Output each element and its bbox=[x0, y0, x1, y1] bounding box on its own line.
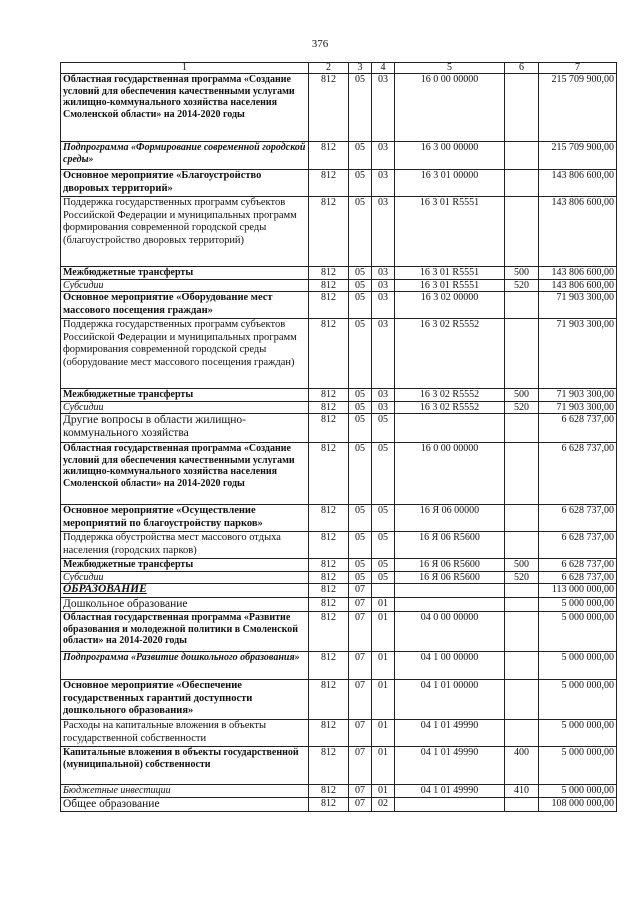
row-target-article: 16 3 01 00000 bbox=[395, 170, 505, 197]
row-subsection: 03 bbox=[372, 319, 395, 389]
row-target-article: 16 Я 06 00000 bbox=[395, 505, 505, 532]
row-subsection: 01 bbox=[372, 785, 395, 798]
row-section: 07 bbox=[349, 652, 372, 680]
row-target-article: 16 3 01 R5551 bbox=[395, 267, 505, 280]
row-name: Субсидии bbox=[61, 401, 309, 414]
col-header-4: 4 bbox=[372, 63, 395, 74]
table-row bbox=[61, 414, 617, 443]
row-expense-type bbox=[505, 720, 539, 747]
col-header-7: 7 bbox=[539, 63, 617, 74]
table-row bbox=[61, 571, 617, 584]
row-target-article: 16 Я 06 R5600 bbox=[395, 571, 505, 584]
row-admin-code: 812 bbox=[309, 652, 349, 680]
row-section: 05 bbox=[349, 142, 372, 170]
row-admin-code: 812 bbox=[309, 170, 349, 197]
row-target-article: 16 3 02 R5552 bbox=[395, 319, 505, 389]
row-expense-type: 500 bbox=[505, 389, 539, 402]
row-subsection: 05 bbox=[372, 443, 395, 505]
table-row bbox=[61, 720, 617, 747]
row-name: Областная государственная программа «Создание условий для обеспечения качественными услугами жилищно-коммунального хозяйства населения Смоленской области» на 2014-2020 годы bbox=[61, 74, 309, 142]
row-admin-code: 812 bbox=[309, 142, 349, 170]
row-amount: 71 903 300,00 bbox=[539, 292, 617, 319]
row-target-article: 16 0 00 00000 bbox=[395, 443, 505, 505]
row-admin-code: 812 bbox=[309, 680, 349, 720]
row-amount: 6 628 737,00 bbox=[539, 443, 617, 505]
table-row bbox=[61, 443, 617, 505]
row-expense-type: 520 bbox=[505, 279, 539, 292]
row-name: Подпрограмма «Развитие дошкольного образования» bbox=[61, 652, 309, 680]
row-expense-type bbox=[505, 797, 539, 811]
row-expense-type: 400 bbox=[505, 747, 539, 785]
table-row bbox=[61, 598, 617, 612]
col-header-3: 3 bbox=[349, 63, 372, 74]
row-subsection: 01 bbox=[372, 747, 395, 785]
row-subsection: 01 bbox=[372, 598, 395, 612]
row-subsection: 05 bbox=[372, 505, 395, 532]
row-name: Областная государственная программа «Создание условий для обеспечения качественными услугами жилищно-коммунального хозяйства населения Смоленской области» на 2014-2020 годы bbox=[61, 443, 309, 505]
row-subsection: 03 bbox=[372, 389, 395, 402]
row-amount: 6 628 737,00 bbox=[539, 414, 617, 443]
table-row bbox=[61, 279, 617, 292]
row-section: 05 bbox=[349, 559, 372, 572]
row-section: 05 bbox=[349, 292, 372, 319]
row-admin-code: 812 bbox=[309, 720, 349, 747]
row-amount: 5 000 000,00 bbox=[539, 747, 617, 785]
row-amount: 6 628 737,00 bbox=[539, 532, 617, 559]
row-admin-code: 812 bbox=[309, 74, 349, 142]
row-section: 05 bbox=[349, 267, 372, 280]
row-subsection: 05 bbox=[372, 414, 395, 443]
row-section: 05 bbox=[349, 532, 372, 559]
row-admin-code: 812 bbox=[309, 559, 349, 572]
row-section: 07 bbox=[349, 797, 372, 811]
row-admin-code: 812 bbox=[309, 584, 349, 598]
row-name: Поддержка государственных программ субъектов Российской Федерации и муниципальных программ формирования современной городской среды (благоустройство дворовых территорий) bbox=[61, 197, 309, 267]
row-expense-type: 520 bbox=[505, 571, 539, 584]
row-expense-type bbox=[505, 319, 539, 389]
row-admin-code: 812 bbox=[309, 797, 349, 811]
row-amount: 108 000 000,00 bbox=[539, 797, 617, 811]
row-target-article: 04 1 01 49990 bbox=[395, 720, 505, 747]
row-name: Общее образование bbox=[61, 797, 309, 811]
row-section: 05 bbox=[349, 401, 372, 414]
row-name: Субсидии bbox=[61, 571, 309, 584]
row-subsection: 03 bbox=[372, 292, 395, 319]
row-section: 07 bbox=[349, 785, 372, 798]
row-section: 05 bbox=[349, 74, 372, 142]
row-name: Другие вопросы в области жилищно-коммунального хозяйства bbox=[61, 414, 309, 443]
row-admin-code: 812 bbox=[309, 197, 349, 267]
row-amount: 6 628 737,00 bbox=[539, 571, 617, 584]
row-target-article: 16 Я 06 R5600 bbox=[395, 532, 505, 559]
table-row bbox=[61, 170, 617, 197]
row-name: Бюджетные инвестиции bbox=[61, 785, 309, 798]
row-name: Поддержка государственных программ субъектов Российской Федерации и муниципальных программ формирования современной городской среды (оборудование мест массового посещения граждан) bbox=[61, 319, 309, 389]
row-admin-code: 812 bbox=[309, 292, 349, 319]
row-admin-code: 812 bbox=[309, 401, 349, 414]
row-expense-type bbox=[505, 680, 539, 720]
table-body bbox=[61, 74, 617, 812]
row-name: Субсидии bbox=[61, 279, 309, 292]
row-subsection: 03 bbox=[372, 401, 395, 414]
budget-table bbox=[60, 62, 617, 812]
row-subsection: 03 bbox=[372, 142, 395, 170]
table-row bbox=[61, 532, 617, 559]
row-subsection: 03 bbox=[372, 279, 395, 292]
row-section: 07 bbox=[349, 747, 372, 785]
table-row bbox=[61, 505, 617, 532]
row-expense-type: 520 bbox=[505, 401, 539, 414]
row-expense-type bbox=[505, 584, 539, 598]
col-header-6: 6 bbox=[505, 63, 539, 74]
row-amount: 5 000 000,00 bbox=[539, 785, 617, 798]
row-name: Областная государственная программа «Развитие образования и молодежной политики в Смоленской области» на 2014-2020 годы bbox=[61, 612, 309, 652]
row-target-article: 04 0 00 00000 bbox=[395, 612, 505, 652]
row-amount: 5 000 000,00 bbox=[539, 598, 617, 612]
row-target-article: 04 1 01 00000 bbox=[395, 680, 505, 720]
row-admin-code: 812 bbox=[309, 279, 349, 292]
row-name: Поддержка обустройства мест массового отдыха населения (городских парков) bbox=[61, 532, 309, 559]
row-amount: 143 806 600,00 bbox=[539, 170, 617, 197]
row-section: 05 bbox=[349, 505, 372, 532]
row-name: Основное мероприятие «Обеспечение государственных гарантий доступности дошкольного образования» bbox=[61, 680, 309, 720]
row-section: 07 bbox=[349, 720, 372, 747]
row-target-article: 16 3 00 00000 bbox=[395, 142, 505, 170]
row-expense-type bbox=[505, 142, 539, 170]
row-amount: 113 000 000,00 bbox=[539, 584, 617, 598]
row-admin-code: 812 bbox=[309, 571, 349, 584]
row-expense-type bbox=[505, 505, 539, 532]
row-subsection: 05 bbox=[372, 559, 395, 572]
row-target-article bbox=[395, 584, 505, 598]
row-subsection: 03 bbox=[372, 267, 395, 280]
row-expense-type: 500 bbox=[505, 559, 539, 572]
row-target-article bbox=[395, 414, 505, 443]
row-amount: 5 000 000,00 bbox=[539, 680, 617, 720]
row-section: 05 bbox=[349, 443, 372, 505]
row-target-article bbox=[395, 797, 505, 811]
row-subsection: 03 bbox=[372, 74, 395, 142]
row-admin-code: 812 bbox=[309, 389, 349, 402]
row-section: 07 bbox=[349, 598, 372, 612]
row-target-article: 16 Я 06 R5600 bbox=[395, 559, 505, 572]
row-name: Подпрограмма «Формирование современной городской среды» bbox=[61, 142, 309, 170]
row-subsection: 01 bbox=[372, 680, 395, 720]
row-target-article bbox=[395, 598, 505, 612]
row-section: 05 bbox=[349, 571, 372, 584]
row-name: Расходы на капитальные вложения в объекты государственной собственности bbox=[61, 720, 309, 747]
row-amount: 71 903 300,00 bbox=[539, 319, 617, 389]
table-row bbox=[61, 142, 617, 170]
row-admin-code: 812 bbox=[309, 612, 349, 652]
row-section: 07 bbox=[349, 680, 372, 720]
row-target-article: 16 0 00 00000 bbox=[395, 74, 505, 142]
row-target-article: 16 3 02 R5552 bbox=[395, 401, 505, 414]
col-header-1: 1 bbox=[61, 63, 309, 74]
row-subsection: 01 bbox=[372, 720, 395, 747]
table-row bbox=[61, 267, 617, 280]
row-expense-type bbox=[505, 292, 539, 319]
row-expense-type bbox=[505, 197, 539, 267]
row-amount: 143 806 600,00 bbox=[539, 197, 617, 267]
row-admin-code: 812 bbox=[309, 785, 349, 798]
row-target-article: 16 3 02 00000 bbox=[395, 292, 505, 319]
row-expense-type bbox=[505, 170, 539, 197]
row-expense-type bbox=[505, 652, 539, 680]
table-row bbox=[61, 401, 617, 414]
row-expense-type bbox=[505, 598, 539, 612]
row-target-article: 16 3 02 R5552 bbox=[395, 389, 505, 402]
row-expense-type bbox=[505, 414, 539, 443]
table-row bbox=[61, 680, 617, 720]
row-section: 07 bbox=[349, 612, 372, 652]
row-amount: 5 000 000,00 bbox=[539, 720, 617, 747]
row-admin-code: 812 bbox=[309, 532, 349, 559]
row-amount: 215 709 900,00 bbox=[539, 74, 617, 142]
row-name: Капитальные вложения в объекты государственной (муниципальной) собственности bbox=[61, 747, 309, 785]
row-subsection: 03 bbox=[372, 170, 395, 197]
row-admin-code: 812 bbox=[309, 598, 349, 612]
row-admin-code: 812 bbox=[309, 319, 349, 389]
row-amount: 215 709 900,00 bbox=[539, 142, 617, 170]
row-admin-code: 812 bbox=[309, 414, 349, 443]
row-expense-type bbox=[505, 532, 539, 559]
row-section: 05 bbox=[349, 279, 372, 292]
row-admin-code: 812 bbox=[309, 443, 349, 505]
row-admin-code: 812 bbox=[309, 747, 349, 785]
table-row bbox=[61, 559, 617, 572]
row-amount: 6 628 737,00 bbox=[539, 559, 617, 572]
row-subsection: 03 bbox=[372, 197, 395, 267]
table-row bbox=[61, 652, 617, 680]
row-section: 05 bbox=[349, 389, 372, 402]
row-name: Основное мероприятие «Осуществление мероприятий по благоустройству парков» bbox=[61, 505, 309, 532]
row-name: Дошкольное образование bbox=[61, 598, 309, 612]
row-amount: 5 000 000,00 bbox=[539, 652, 617, 680]
row-section: 05 bbox=[349, 197, 372, 267]
row-section: 05 bbox=[349, 170, 372, 197]
row-target-article: 16 3 01 R5551 bbox=[395, 197, 505, 267]
row-section: 05 bbox=[349, 414, 372, 443]
row-amount: 143 806 600,00 bbox=[539, 267, 617, 280]
table-row bbox=[61, 389, 617, 402]
row-subsection: 01 bbox=[372, 652, 395, 680]
row-expense-type: 500 bbox=[505, 267, 539, 280]
col-header-5: 5 bbox=[395, 63, 505, 74]
row-target-article: 04 1 00 00000 bbox=[395, 652, 505, 680]
row-name: Межбюджетные трансферты bbox=[61, 267, 309, 280]
row-expense-type bbox=[505, 443, 539, 505]
row-name: Основное мероприятие «Оборудование мест массового посещения граждан» bbox=[61, 292, 309, 319]
row-target-article: 16 3 01 R5551 bbox=[395, 279, 505, 292]
row-subsection: 02 bbox=[372, 797, 395, 811]
row-name: Межбюджетные трансферты bbox=[61, 559, 309, 572]
table-row bbox=[61, 747, 617, 785]
table-row bbox=[61, 74, 617, 142]
row-expense-type bbox=[505, 74, 539, 142]
row-amount: 71 903 300,00 bbox=[539, 401, 617, 414]
row-expense-type: 410 bbox=[505, 785, 539, 798]
table-row bbox=[61, 292, 617, 319]
header-row bbox=[61, 63, 617, 74]
table-row bbox=[61, 612, 617, 652]
table-row bbox=[61, 584, 617, 598]
row-subsection bbox=[372, 584, 395, 598]
row-subsection: 05 bbox=[372, 532, 395, 559]
table-row bbox=[61, 785, 617, 798]
row-admin-code: 812 bbox=[309, 505, 349, 532]
row-subsection: 01 bbox=[372, 612, 395, 652]
table-row bbox=[61, 797, 617, 811]
row-subsection: 05 bbox=[372, 571, 395, 584]
table-row bbox=[61, 319, 617, 389]
row-amount: 6 628 737,00 bbox=[539, 505, 617, 532]
row-amount: 5 000 000,00 bbox=[539, 612, 617, 652]
page-number: 376 bbox=[311, 38, 329, 50]
row-name: Межбюджетные трансферты bbox=[61, 389, 309, 402]
table-row bbox=[61, 197, 617, 267]
row-expense-type bbox=[505, 612, 539, 652]
row-admin-code: 812 bbox=[309, 267, 349, 280]
row-section: 05 bbox=[349, 319, 372, 389]
row-name: ОБРАЗОВАНИЕ bbox=[61, 584, 309, 598]
row-target-article: 04 1 01 49990 bbox=[395, 785, 505, 798]
row-target-article: 04 1 01 49990 bbox=[395, 747, 505, 785]
col-header-2: 2 bbox=[309, 63, 349, 74]
row-amount: 143 806 600,00 bbox=[539, 279, 617, 292]
row-amount: 71 903 300,00 bbox=[539, 389, 617, 402]
row-section: 07 bbox=[349, 584, 372, 598]
row-name: Основное мероприятие «Благоустройство дворовых территорий» bbox=[61, 170, 309, 197]
